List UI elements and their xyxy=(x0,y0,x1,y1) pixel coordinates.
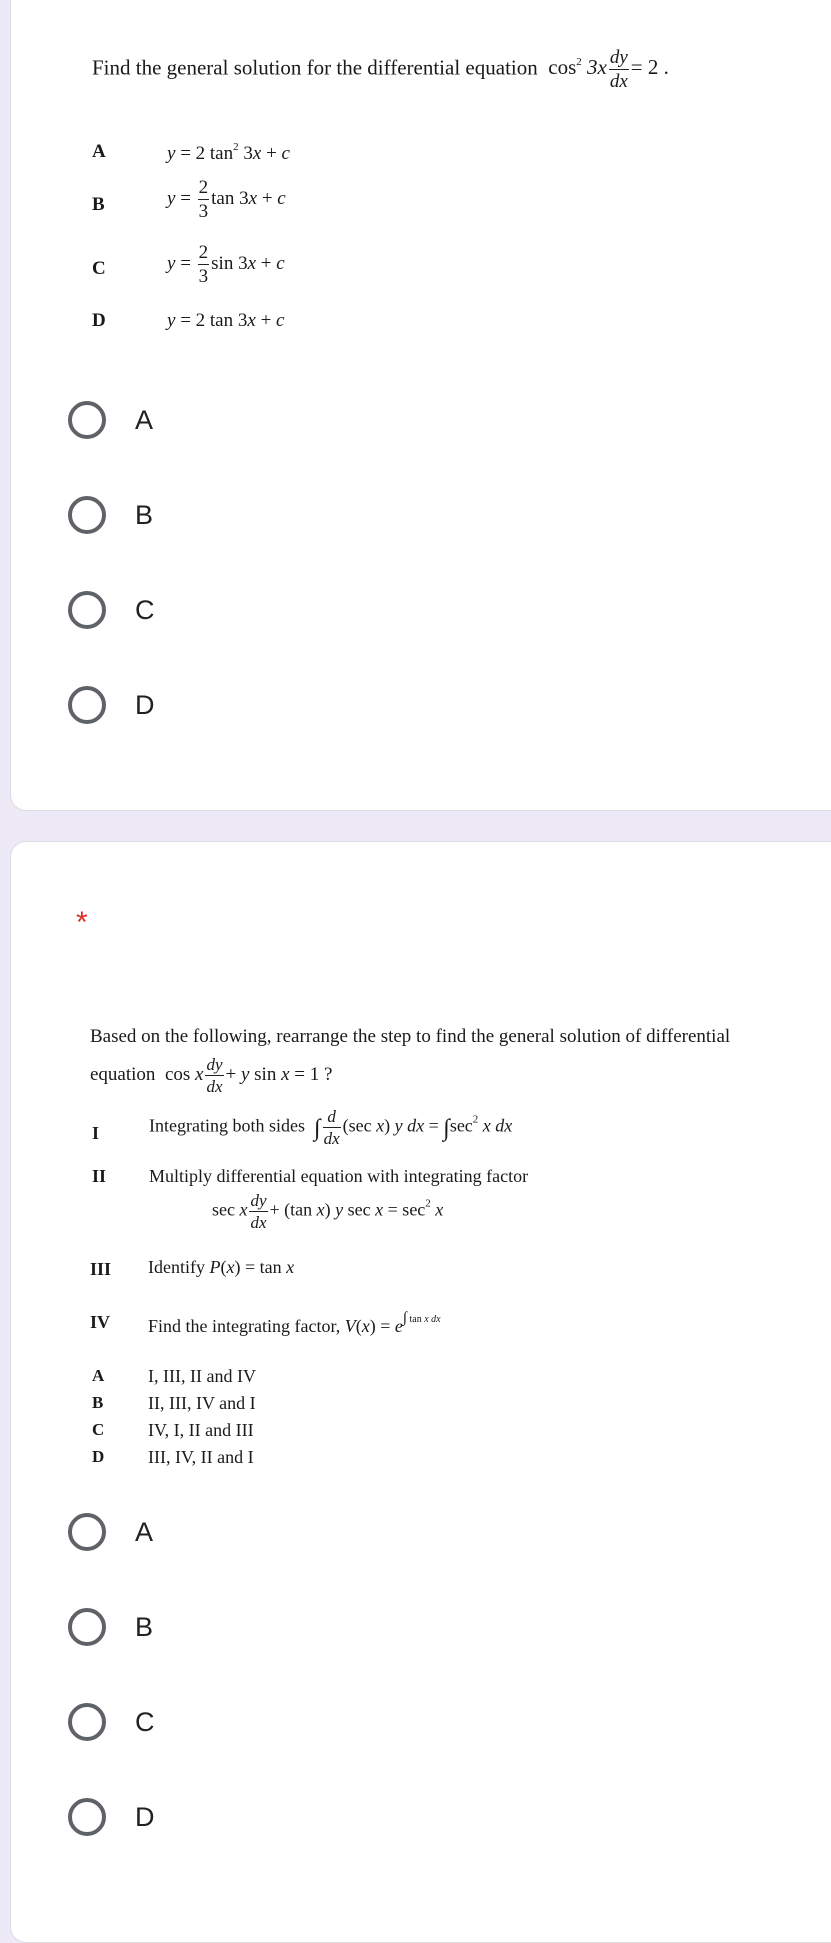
radio-circle-icon[interactable] xyxy=(68,686,106,724)
radio-circle-icon[interactable] xyxy=(68,1513,106,1551)
radio-circle-icon[interactable] xyxy=(68,1798,106,1836)
question-1-equation: $\cos^2 3x$ $\frac{dy}{dx}$ = 2 . xyxy=(548,47,669,92)
q1-radio-option-b[interactable] xyxy=(68,491,153,539)
q2-table-text-a: I, III, II and IV xyxy=(148,1366,256,1386)
q2-radio-option-d[interactable] xyxy=(68,1793,155,1841)
radio-label: C xyxy=(135,594,155,625)
q1-table-letter-d: D xyxy=(92,310,106,331)
radio-circle-icon[interactable] xyxy=(68,496,106,534)
step-1: Integrating both sides ∫ $\frac{d}{dx}$ (sec x) y dx = $\int\sec^2$ x dx xyxy=(149,1107,513,1148)
radio-label: B xyxy=(135,1611,154,1642)
step-3: Identify P(x) = tan x xyxy=(148,1257,295,1277)
radio-label: D xyxy=(135,689,155,720)
q2-table-letter-b: B xyxy=(92,1393,104,1412)
radio-circle-icon[interactable] xyxy=(68,591,106,629)
step-2-equation: sec x $\frac{dy}{dx}$ + (tan x) y $\sec x = \sec^2 x$ xyxy=(212,1191,444,1232)
radio-label: C xyxy=(135,1706,155,1737)
radio-label: D xyxy=(135,1801,155,1832)
q2-table-letter-c: C xyxy=(92,1420,105,1439)
q2-radio-option-b[interactable] xyxy=(68,1603,153,1651)
radio-circle-icon[interactable] xyxy=(68,401,106,439)
required-asterisk: * xyxy=(76,906,88,939)
step-4: Find the integrating factor, $V(x) = e^{\int tan x dx}$ xyxy=(148,1310,441,1336)
radio-circle-icon[interactable] xyxy=(68,1703,106,1741)
radio-circle-icon[interactable] xyxy=(68,1608,106,1646)
step-3-number: III xyxy=(90,1259,112,1279)
radio-label: A xyxy=(135,404,154,435)
q2-table-letter-a: A xyxy=(92,1366,105,1385)
question-2-prompt-line1: Based on the following, rearrange the step to find the general solution of differential xyxy=(90,1026,731,1047)
step-1-number: I xyxy=(92,1123,100,1143)
q1-table-letter-a: A xyxy=(92,141,106,162)
q1-table-formula-c: y = $\frac{2}{3}$ sin 3x + c xyxy=(167,242,285,287)
question-1-prompt xyxy=(92,48,669,91)
q1-table-formula-d: y = 2 tan 3x + c xyxy=(167,310,285,331)
q2-table-text-b: II, III, IV and I xyxy=(148,1393,256,1413)
q1-radio-option-c[interactable] xyxy=(68,586,155,634)
q2-table-text-c: IV, I, II and III xyxy=(148,1420,254,1440)
question-card-2 xyxy=(10,841,831,1943)
question-1-text: Find the general solution for the differential equation xyxy=(92,55,538,80)
step-2-number: II xyxy=(92,1166,107,1186)
q1-radio-option-d[interactable] xyxy=(68,681,155,729)
q1-table-formula-b: y = $\frac{2}{3}$ tan 3x + c xyxy=(167,177,286,222)
q2-table-text-d: III, IV, II and I xyxy=(148,1447,254,1467)
q2-radio-option-a[interactable] xyxy=(68,1508,153,1556)
q1-table-letter-b: B xyxy=(92,194,105,215)
question-2-prompt-line2: equation cos x $\frac{dy}{dx}$ + y sin x = 1 ? xyxy=(90,1055,333,1096)
q1-table-formula-a: y = 2 $\tan^2 3x + c$ xyxy=(167,141,290,164)
q1-radio-option-a[interactable] xyxy=(68,396,153,444)
step-4-number: IV xyxy=(90,1312,111,1332)
radio-label: A xyxy=(135,1516,154,1547)
q2-radio-option-c[interactable] xyxy=(68,1698,155,1746)
step-2-text: Multiply differential equation with integrating factor xyxy=(149,1166,529,1186)
q2-table-letter-d: D xyxy=(92,1447,105,1466)
q1-table-letter-c: C xyxy=(92,258,106,279)
radio-label: B xyxy=(135,499,154,530)
